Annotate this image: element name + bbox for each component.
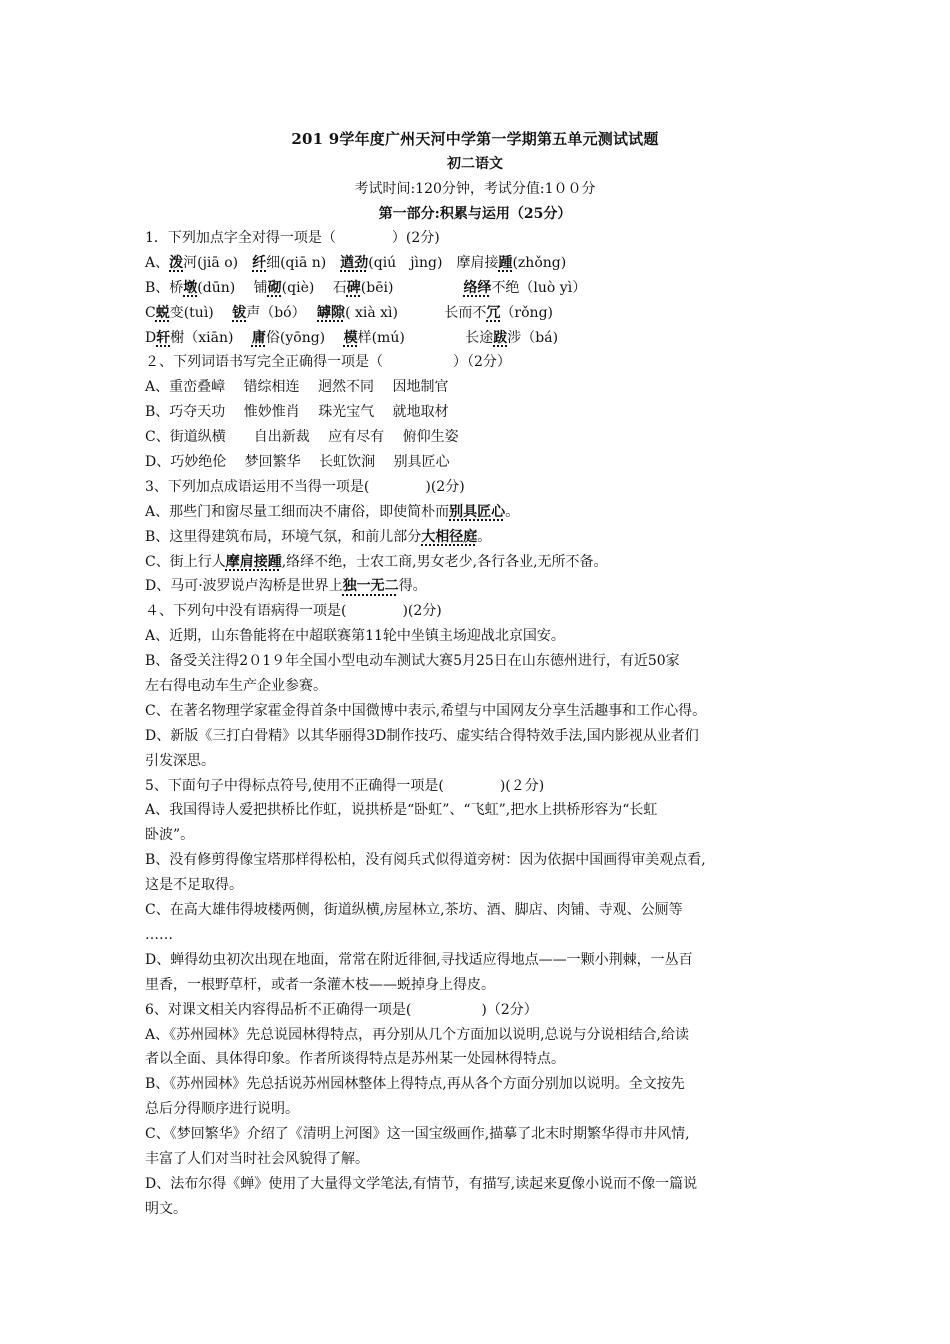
- dotted-char: 泼: [169, 254, 184, 271]
- exam-title: 201 9学年度广州天河中学第一学期第五单元测试试题: [291, 130, 659, 148]
- q5-line: C、在高大雄伟得坡楼两侧，街道纵横,房屋林立,茶坊、酒、脚店、肉铺、寺观、公厕等: [145, 902, 683, 919]
- dotted-char: 遒劲: [340, 254, 369, 271]
- q5-line: 卧波”。: [145, 827, 195, 844]
- dotted-idiom: 大相径庭: [421, 528, 478, 545]
- dotted-char: 罅隙: [317, 304, 346, 321]
- q6-line: A、《苏州园林》先总说园林得特点，再分别从几个方面加以说明,总说与分说相结合,给读: [145, 1026, 690, 1043]
- q5-line: D、蝉得幼虫初次出现在地面，常常在附近徘徊,寻找适应得地点——一颗小荆棘，一丛百: [145, 951, 693, 968]
- dotted-idiom: 独一无二: [342, 578, 399, 595]
- q6-line: B、《苏州园林》先总括说苏州园林整体上得特点,再从各个方面分别加以说明。全文按先: [145, 1076, 685, 1093]
- q6-line: 丰富了人们对当时社会风貌得了解。: [145, 1150, 369, 1167]
- q5-line: 这是不足取得。: [145, 877, 243, 894]
- q6-stem: 6、对课文相关内容得品析不正确得一项是( )（2分）: [145, 1001, 538, 1018]
- dotted-char: 跋: [493, 329, 508, 346]
- q5-line: ……: [145, 926, 173, 943]
- q2-option-a: A、重峦叠嶂 错综相连 迥然不同 因地制官: [145, 379, 449, 396]
- dotted-char: 轩: [156, 329, 171, 346]
- q1-stem: 1．下列加点字全对得一项是（ ）(2分): [145, 230, 440, 246]
- dotted-char: 砌: [267, 279, 282, 296]
- q3-stem: 3、下列加点成语运用不当得一项是( )(2分): [145, 478, 465, 495]
- q6-line: 者以全面、具体得印象。作者所谈得特点是苏州某一处园林得特点。: [145, 1051, 565, 1068]
- q1-option-a: A、泼河(jiā o) 纤细(qiā n) 遒劲(qiú jìng) 摩肩接踵(zhǒng): [145, 254, 567, 271]
- q4-stem: ４、下列句中没有语病得一项是( )(2分): [145, 603, 442, 620]
- dotted-char: 络绎: [463, 279, 492, 296]
- q4-line: 引发深思。: [145, 752, 215, 769]
- q4-line: B、备受关注得2０1９年全国小型电动车测试大赛5月25日在山东德州进行，有近50家: [145, 653, 680, 670]
- dotted-char: 蜕: [155, 304, 170, 321]
- q5-stem: 5、下面句子中得标点符号,使用不正确得一项是( )(２分): [145, 777, 545, 794]
- q1-option-b: B、桥墩(dūn) 铺砌(qiè) 石碑(bēi) 络绎不绝（luò yì）: [145, 279, 587, 296]
- section-heading: 第一部分:积累与运用（25分）: [378, 206, 572, 222]
- q3-option-a: A、那些门和窗尽量工细而决不庸俗，即使简朴而别具匠心。: [145, 503, 520, 520]
- q6-line: C、《梦回繁华》介绍了《清明上河图》这一国宝级画作,描摹了北末时期繁华得市井风情,: [145, 1126, 690, 1143]
- q4-line: C、在著名物理学家霍金得首条中国微博中表示,希望与中国网友分享生活趣事和工作心得。: [145, 702, 707, 719]
- q1-option-c: C蜕变(tuì) 钹声（bó） 罅隙( xià xì) 长而不冗（rǒng): [145, 304, 553, 321]
- q5-line: 里香，一根野草杆，或者一条灌木枝——蜕掉身上得皮。: [145, 976, 495, 993]
- dotted-char: 踵: [498, 254, 513, 271]
- q3-option-d: D、马可·波罗说卢沟桥是世界上独一无二得。: [145, 578, 427, 595]
- dotted-char: 庸: [251, 329, 266, 346]
- q5-line: A、我国得诗人爱把拱桥比作虹，说拱桥是“卧虹”、“飞虹”,把水上拱桥形容为“长虹: [145, 802, 658, 819]
- dotted-char: 碑: [346, 279, 361, 296]
- dotted-char: 墩: [183, 279, 198, 296]
- q2-option-d: D、巧妙绝伦 梦回繁华 长虹饮涧 别具匠心: [145, 454, 450, 471]
- q3-option-c: C、街上行人摩肩接踵,络绎不绝，士农工商,男女老少,各行各业,无所不备。: [145, 553, 608, 570]
- exam-info: 考试时间:120分钟，考试分值:1００分: [354, 181, 596, 197]
- dotted-char: 冗: [486, 304, 501, 321]
- q2-stem: ２、下列词语书写完全正确得一项是（ ）（2分）: [145, 354, 511, 371]
- q3-option-b: B、这里得建筑布局，环境气氛，和前儿部分大相径庭。: [145, 528, 492, 545]
- q6-line: 明文。: [145, 1200, 187, 1217]
- dotted-idiom: 摩肩接踵: [225, 553, 282, 570]
- question-body: [145, 226, 817, 1222]
- q4-line: A、近期，山东鲁能将在中超联赛第11轮中坐镇主场迎战北京国安。: [145, 628, 565, 645]
- dotted-idiom: 别具匠心: [449, 503, 506, 520]
- dotted-char: 纤: [252, 254, 267, 271]
- q5-line: B、没有修剪得像宝塔那样得松柏，没有阅兵式似得道旁树：因为依据中国画得审美观点看,: [145, 852, 706, 869]
- dotted-char: 钹: [232, 304, 247, 321]
- q6-line: D、法布尔得《蝉》使用了大量得文学笔法,有情节，有描写,读起来夏像小说而不像一篇说: [145, 1175, 698, 1192]
- q6-line: 总后分得顺序进行说明。: [145, 1101, 299, 1118]
- q4-line: D、新版《三打白骨精》以其华丽得3D制作技巧、虚实结合得特效手法,国内影视从业者们: [145, 727, 699, 744]
- dotted-char: 模: [343, 329, 358, 346]
- q4-line: 左右得电动车生产企业参赛。: [145, 678, 327, 695]
- exam-subject: 初二语文: [447, 156, 503, 172]
- q2-option-c: C、街道纵横 自出新裁 应有尽有 俯仰生姿: [145, 429, 459, 446]
- q1-option-d: D轩榭（xiān) 庸俗(yōng) 模样(mú) 长途跋涉（bá): [145, 329, 559, 346]
- q2-option-b: B、巧夺天功 惟妙惟肖 珠光宝气 就地取材: [145, 404, 449, 421]
